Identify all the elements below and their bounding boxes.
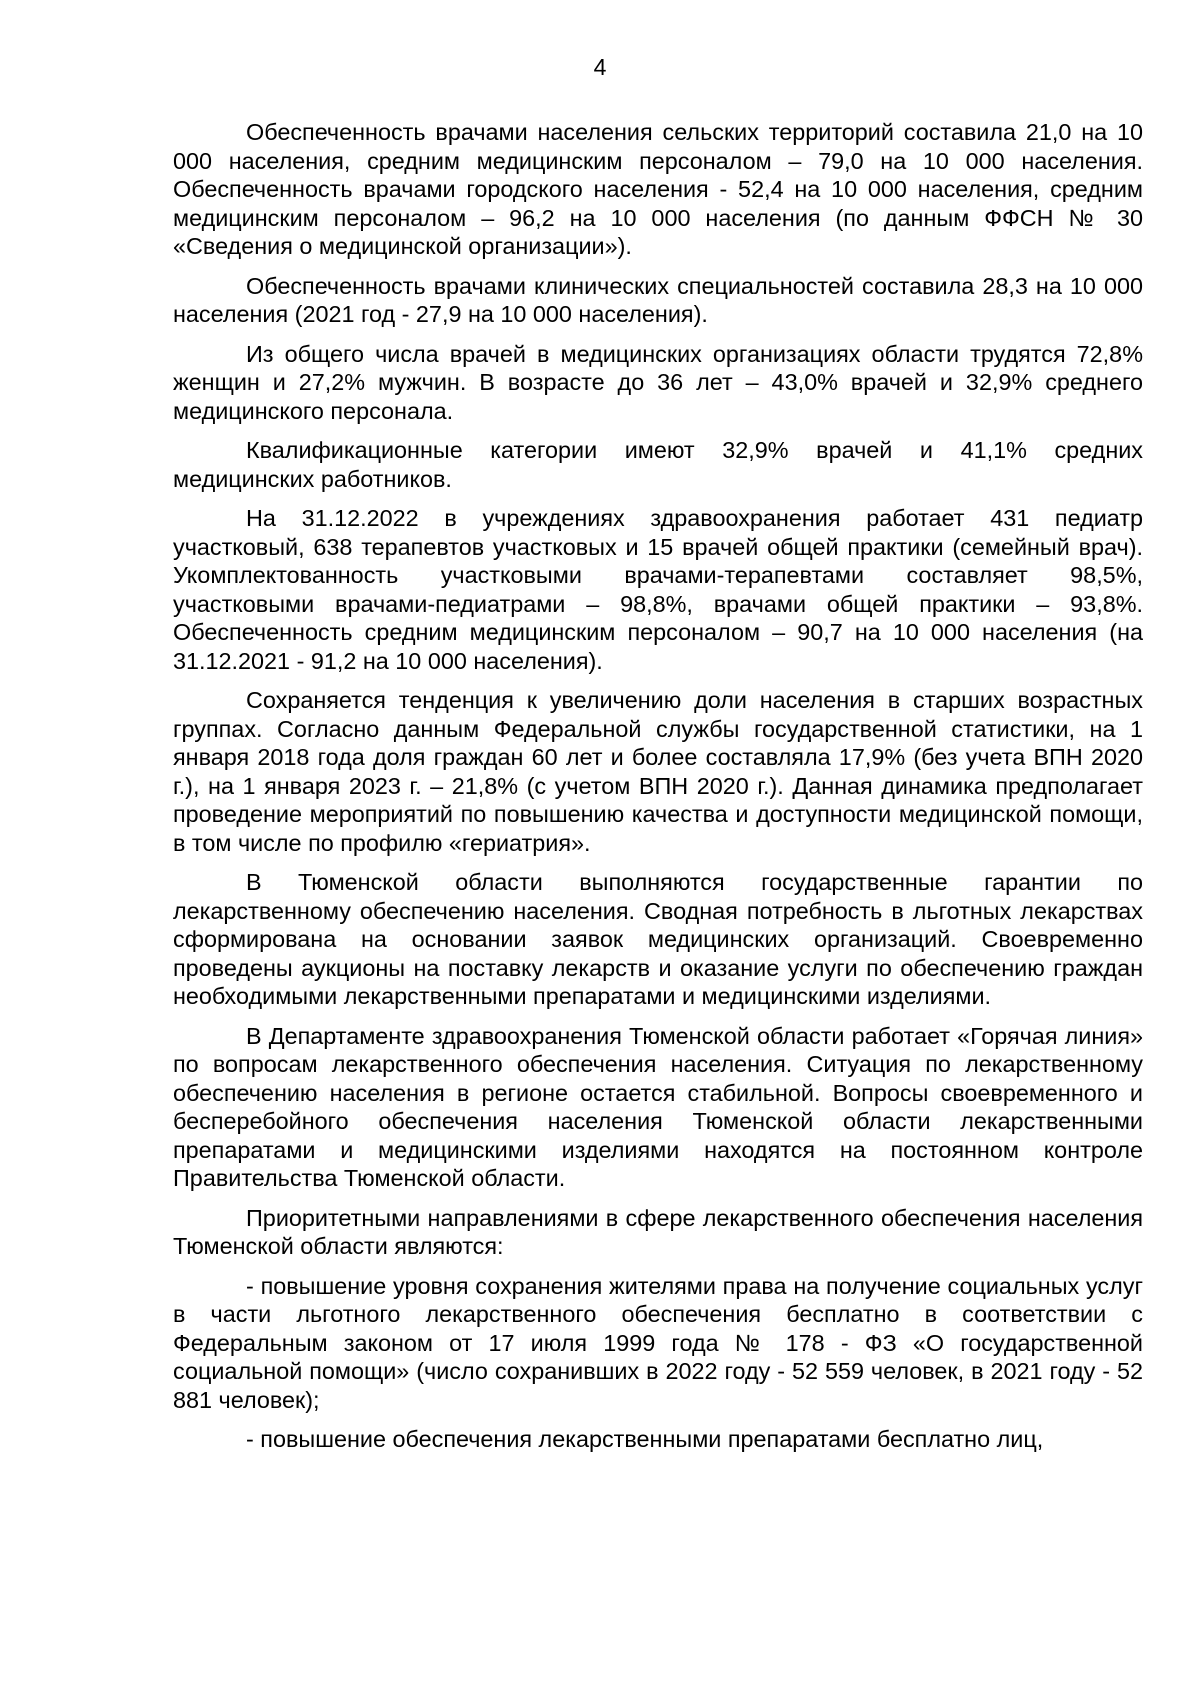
- list-item-free-drugs: - повышение обеспечения лекарственными препаратами бесплатно лиц,: [246, 1426, 1044, 1452]
- paragraph-hotline: В Департаменте здравоохранения Тюменской области работает «Горячая линия» по вопросам лекарственного обеспечения населения. Ситуация по лекарственному обеспечению населения в регионе остается стабильной. Вопросы своевременного и бесперебойного обеспечения населения Тюменской области лекарственными препаратами и медицинскими изделиями находятся на постоянном контроле Правительства Тюменской области.: [173, 1022, 1143, 1191]
- paragraph-priority-directions: Приоритетными направлениями в сфере лекарственного обеспечения населения Тюменской области являются:: [173, 1204, 1143, 1259]
- document-body: [173, 118, 1143, 1465]
- paragraph-qualification-categories: Квалификационные категории имеют 32,9% врачей и 41,1% средних медицинских работников.: [173, 437, 1143, 492]
- paragraph-clinical-specialists: Обеспеченность врачами клинических специальностей составила 28,3 на 10 000 населения (2021 год - 27,9 на 10 000 населения).: [173, 272, 1143, 327]
- paragraph-doctor-supply-rural-urban: Обеспеченность врачами населения сельских территорий составила 21,0 на 10 000 населения, средним медицинским персоналом – 79,0 на 10 000 населения. Обеспеченность врачами городского населения - 52,4 на 10 000 населения, средним медицинским персоналом – 96,2 на 10 000 населения (по данным ФФСН № 30 «Сведения о медицинской организации»).: [173, 119, 1143, 259]
- paragraph-gender-age-structure: Из общего числа врачей в медицинских организациях области трудятся 72,8% женщин и 27,2% мужчин. В возрасте до 36 лет – 43,0% врачей и 32,9% среднего медицинского персонала.: [173, 340, 1143, 424]
- paragraph-drug-supply-guarantees: В Тюменской области выполняются государственные гарантии по лекарственному обеспечению населения. Сводная потребность в льготных лекарствах сформирована на основании заявок медицинских организаций. Своевременно проведены аукционы на поставку лекарств и оказание услуги по обеспечению граждан необходимыми лекарственными препаратами и медицинскими изделиями.: [173, 869, 1143, 1009]
- paragraph-aging-population: Сохраняется тенденция к увеличению доли населения в старших возрастных группах. Согласно данным Федеральной службы государственной статистики, на 1 января 2018 года доля граждан 60 лет и более составляла 17,9% (без учета ВПН 2020 г.), на 1 января 2023 г. – 21,8% (с учетом ВПН 2020 г.). Данная динамика предполагает проведение мероприятий по повышению качества и доступности медицинской помощи, в том числе по профилю «гериатрия».: [173, 687, 1143, 856]
- list-item-social-services: - повышение уровня сохранения жителями права на получение социальных услуг в части льготного лекарственного обеспечения бесплатно в соответствии с Федеральным законом от 17 июля 1999 года № 178 - ФЗ «О государственной социальной помощи» (число сохранивших в 2022 году - 52 559 человек, в 2021 году - 52 881 человек);: [173, 1272, 1143, 1413]
- paragraph-district-doctors: На 31.12.2022 в учреждениях здравоохранения работает 431 педиатр участковый, 638 терапевтов участковых и 15 врачей общей практики (семейный врач). Укомплектованность участковыми врачами-терапевтами составляет 98,5%, участковыми врачами-педиатрами – 98,8%, врачами общей практики – 93,8%. Обеспеченность средним медицинским персоналом – 90,7 на 10 000 населения (на 31.12.2021 - 91,2 на 10 000 населения).: [173, 505, 1143, 674]
- page-number: 4: [593, 54, 607, 80]
